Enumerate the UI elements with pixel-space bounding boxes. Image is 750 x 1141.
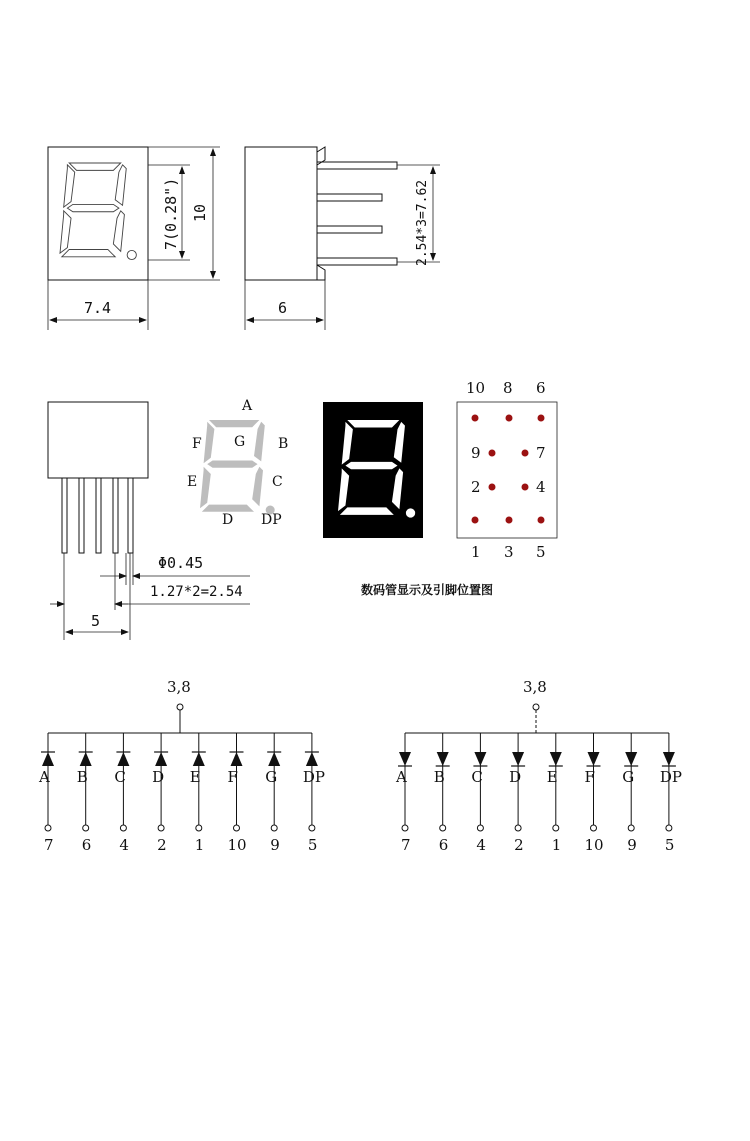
pin-right-4: 4 [536,478,546,496]
diode-b [437,752,449,766]
pin-spacing-label: 1.27*2=2.54 [150,584,243,600]
segment-label-d: D [222,512,234,528]
segment-label-f: F [192,436,202,452]
pin-number-5: 5 [307,836,318,854]
diode-b [80,752,92,766]
pin-layout [457,379,557,561]
row-width-label: 5 [91,612,101,630]
pin-right-7: 7 [536,444,546,462]
segment-label-dp: DP [302,768,326,786]
pin-bottom-3: 3 [504,543,514,561]
digit-height-label: 7(0.28") [162,177,180,250]
front-width-label: 7.4 [84,299,112,317]
front-view-digit [60,163,136,260]
common-cathode-circuit [38,678,325,854]
common-pin-terminal [533,704,539,710]
diode-c [117,752,129,766]
pin-terminal [628,825,634,831]
segment-label-b: B [76,768,88,786]
segment-label-b: B [433,768,445,786]
pin-number-10: 10 [584,836,604,854]
side-depth-label: 6 [278,299,288,317]
pin-terminal [196,825,202,831]
pin-terminal [158,825,164,831]
pin-number-6: 6 [81,836,92,854]
pin-number-4: 4 [476,836,486,854]
diode-a [399,752,411,766]
segment-label-c: C [272,474,283,490]
segment-label-c: C [471,768,483,786]
pin-number-9: 9 [627,836,637,854]
common-pin-label: 3,8 [523,678,547,696]
pin-number-2: 2 [157,836,167,854]
segment-label-a: A [396,768,407,786]
pin-left-9: 9 [471,444,481,462]
diode-g [625,752,637,766]
pin-bottom-1: 1 [471,543,481,561]
segment-label-dp: DP [659,768,683,786]
segment-label-dp: DP [261,512,282,528]
pin-bottom-5: 5 [536,543,546,561]
segment-label-d: D [152,768,165,786]
pin-diameter-label: Φ0.45 [158,554,204,572]
segment-label-g: G [234,434,246,450]
pin-terminal [666,825,672,831]
segment-label-g: G [265,768,278,786]
pin-terminal [309,825,315,831]
side-view-pins [317,162,397,265]
pin-top-6: 6 [536,379,546,397]
diode-g [268,752,280,766]
pin-number-4: 4 [119,836,129,854]
pin-number-9: 9 [270,836,280,854]
segment-label-d: D [509,768,522,786]
pin-number-6: 6 [438,836,449,854]
side-view-body [245,147,317,280]
pin-terminal [45,825,51,831]
front-view-body [48,147,148,280]
pin-number-10: 10 [227,836,247,854]
figure-caption: 数码管显示及引脚位置图 [361,583,494,597]
lit-digit-display [323,402,423,538]
pin-number-1: 1 [194,836,205,854]
segment-label-e: E [546,768,558,786]
diode-d [512,752,524,766]
diode-e [550,752,562,766]
diode-a [42,752,54,766]
pin-number-7: 7 [44,836,54,854]
pin-terminal [120,825,126,831]
pin-left-2: 2 [471,478,481,496]
pin-view [48,402,250,640]
side-view [245,147,440,330]
diode-c [474,752,486,766]
diode-f [231,752,243,766]
pin-number-1: 1 [551,836,562,854]
diode-dp [306,752,318,766]
diode-d [155,752,167,766]
common-pin-label: 3,8 [167,678,191,696]
pin-top-10: 10 [466,379,486,397]
segment-label-e: E [187,474,198,490]
pin-terminal [271,825,277,831]
segment-label-f: F [584,768,595,786]
segment-map [187,398,288,528]
pin-terminal [83,825,89,831]
pin-terminal [402,825,408,831]
common-pin-terminal [177,704,183,710]
front-view [48,147,220,330]
pin-terminal [477,825,483,831]
segment-label-a: A [242,398,253,414]
diode-dp [663,752,675,766]
pin-number-5: 5 [664,836,675,854]
pin-top-8: 8 [503,379,513,397]
pin-terminal [591,825,597,831]
segment-label-g: G [622,768,635,786]
segment-label-e: E [189,768,201,786]
pin-pitch-label: 2.54*3=7.62 [415,179,430,266]
pin-number-7: 7 [401,836,411,854]
body-height-label: 10 [191,203,209,222]
common-anode-circuit [395,678,682,854]
pin-terminal [234,825,240,831]
pin-number-2: 2 [514,836,524,854]
pin-terminal [553,825,559,831]
segment-label-c: C [114,768,126,786]
segment-label-f: F [227,768,238,786]
diode-e [193,752,205,766]
segment-label-b: B [278,436,289,452]
diode-f [588,752,600,766]
pin-view-body [48,402,148,478]
pin-terminal [440,825,446,831]
segment-label-a: A [39,768,50,786]
pin-terminal [515,825,521,831]
